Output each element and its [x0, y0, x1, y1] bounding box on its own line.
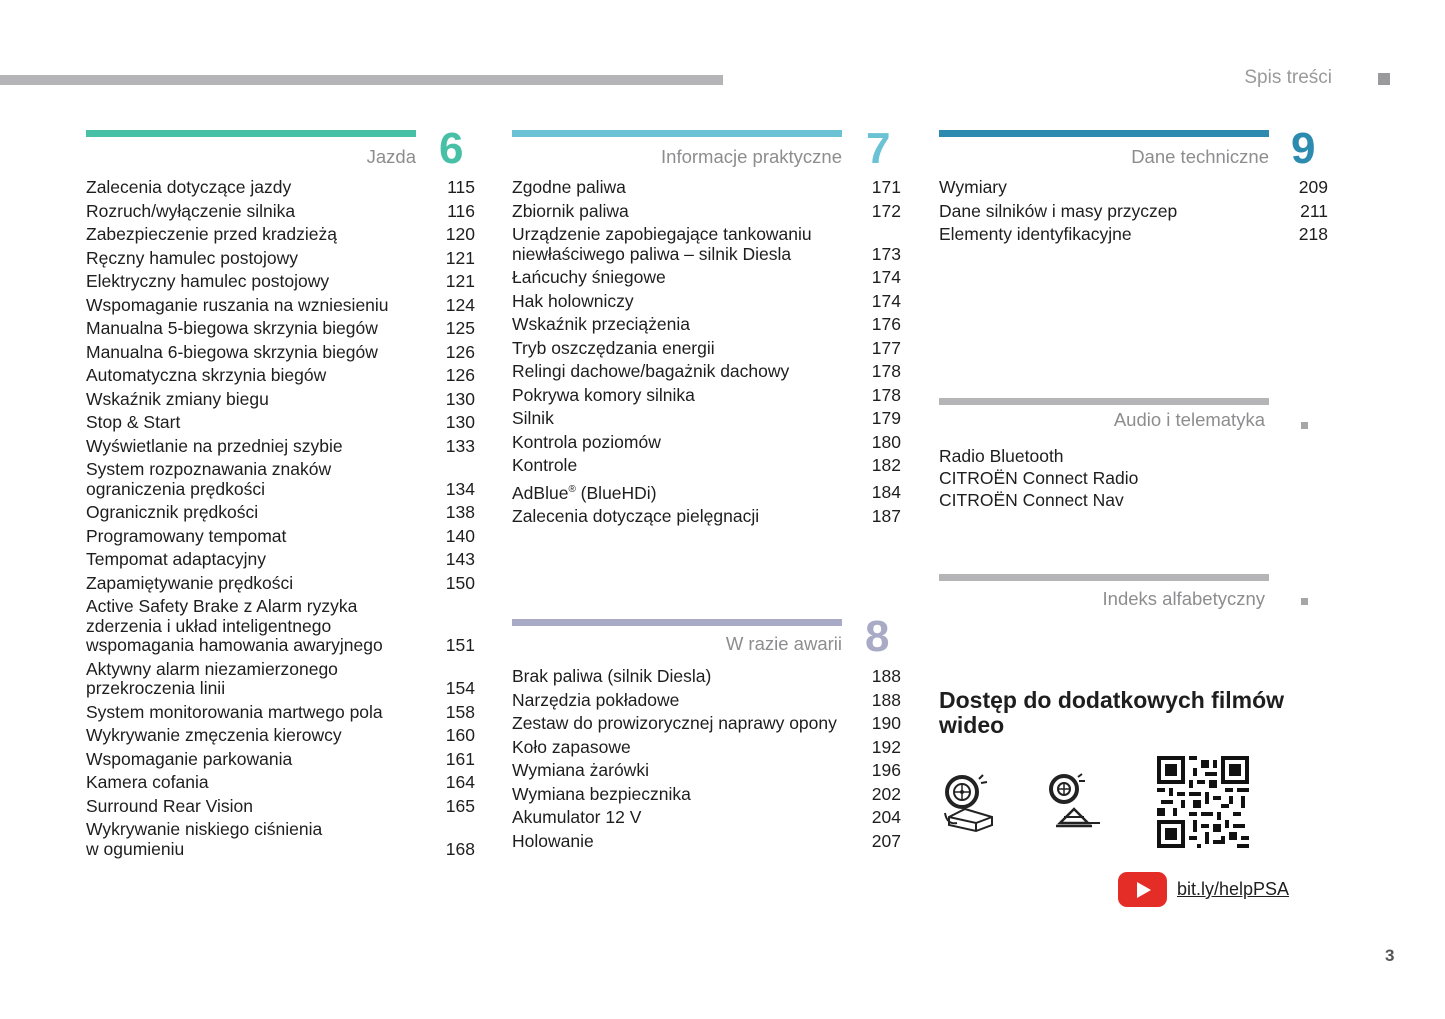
toc-entry: [512, 785, 901, 805]
toc-entry-page: 126: [445, 341, 475, 362]
toc-entry: [86, 820, 475, 859]
toc-entry-title: Elementy identyfikacyjne: [939, 224, 1132, 244]
toc-entry-page: 211: [1300, 200, 1328, 221]
section-8-title: W razie awarii: [725, 633, 842, 654]
audio-entry: CITROËN Connect Radio: [939, 468, 1139, 488]
section-9-bar: [939, 130, 1269, 137]
toc-entry-page: 133: [445, 435, 475, 456]
toc-entry-page: 209: [1298, 177, 1328, 197]
toc-entry-title: Programowany tempomat: [86, 525, 287, 546]
toc-entry-title: Ogranicznik prędkości: [86, 502, 259, 522]
toc-entry-page: 176: [871, 314, 901, 334]
toc-entry-page: 165: [445, 795, 475, 816]
section-6-number: 6: [439, 124, 464, 173]
toc-entry-title: Pokrywa komory silnika: [512, 384, 695, 405]
toc-entry-page: 180: [871, 431, 901, 452]
index-section-marker: [1301, 598, 1308, 605]
toc-entry: [512, 761, 901, 781]
toc-entry-page: 188: [871, 689, 901, 710]
toc-entry-title: Brak paliwa (silnik Diesla): [512, 666, 712, 686]
tire-jack-icon: [1046, 773, 1102, 831]
toc-entry-title: Surround Rear Vision: [86, 795, 253, 816]
section-8-bar: [512, 619, 842, 626]
toc-entry: [86, 797, 475, 817]
toc-entry-title: Łańcuchy śniegowe: [512, 267, 666, 287]
top-rule: [0, 75, 723, 85]
toc-entry: [86, 390, 475, 410]
toc-entry-title: Automatyczna skrzynia biegów: [86, 365, 327, 385]
video-access-title: Dostęp do dodatkowych filmów wideo: [939, 687, 1285, 738]
toc-entry-title: Relingi dachowe/bagażnik dachowy: [512, 361, 790, 381]
toc-entry-title: Akumulator 12 V: [512, 807, 642, 827]
audio-section-bar: [939, 398, 1269, 405]
toc-entry-title: Aktywny alarm niezamierzonego przekroczenia linii: [86, 658, 338, 698]
toc-entry-title: Zapamiętywanie prędkości: [86, 572, 294, 593]
toc-entry-title: AdBlue® (BlueHDi): [512, 482, 657, 503]
toc-entry-title: Manualna 6-biegowa skrzynia biegów: [86, 341, 378, 362]
section-9-title: Dane techniczne: [1131, 146, 1269, 167]
toc-entry-title: Kontrole: [512, 455, 578, 475]
toc-entry: [512, 178, 901, 198]
toc-entry-title: Wykrywanie niskiego ciśnienia w ogumieniu: [86, 819, 323, 859]
toc-entry-title: Zalecenia dotyczące pielęgnacji: [512, 505, 760, 526]
toc-entry: [86, 366, 475, 386]
toc-entry-page: 138: [445, 502, 475, 522]
toc-entry-title: Zestaw do prowizorycznej naprawy opony: [512, 713, 837, 733]
audio-section-list: [939, 445, 1269, 511]
toc-entry: [86, 597, 475, 656]
toc-entry: [86, 437, 475, 457]
toc-entry: [86, 703, 475, 723]
section-6-list: [86, 178, 475, 863]
toc-entry-title: Koło zapasowe: [512, 736, 631, 757]
toc-entry: [512, 738, 901, 758]
toc-entry-page: 161: [445, 748, 475, 769]
toc-entry-title: Wyświetlanie na przedniej szybie: [86, 435, 343, 456]
toc-entry: [512, 433, 901, 453]
toc-entry: [86, 296, 475, 316]
section-7-number: 7: [866, 124, 891, 173]
toc-entry: [86, 272, 475, 292]
toc-entry-page: 179: [871, 408, 901, 428]
toc-entry-title: Tryb oszczędzania energii: [512, 337, 715, 358]
toc-entry-title: Kontrola poziomów: [512, 431, 661, 452]
toc-entry: [512, 202, 901, 222]
toc-entry: [86, 319, 475, 339]
toc-entry-page: 218: [1298, 224, 1328, 244]
page-number: 3: [1385, 946, 1395, 965]
section-7-bar: [512, 130, 842, 137]
toc-entry-page: 130: [445, 388, 475, 409]
toc-entry-page: 190: [871, 713, 901, 733]
toc-entry-page: 188: [871, 666, 901, 686]
toc-entry-title: Active Safety Brake z Alarm ryzyka zderzenia i układ inteligentnego wspomagania hamowania awaryjnego: [86, 596, 383, 655]
toc-entry-title: Holowanie: [512, 830, 594, 851]
toc-entry-title: Wspomaganie ruszania na wzniesieniu: [86, 294, 389, 315]
toc-entry-page: 125: [445, 318, 475, 338]
toc-entry-title: Zalecenia dotyczące jazdy: [86, 177, 292, 197]
toc-entry-page: 143: [445, 549, 475, 569]
toc-entry: [512, 409, 901, 429]
toc-entry-page: 115: [447, 177, 475, 197]
toc-entry-page: 174: [871, 290, 901, 311]
toc-entry: [939, 202, 1328, 222]
toc-entry-page: 150: [445, 572, 475, 593]
toc-entry-title: Silnik: [512, 408, 554, 428]
toc-entry: [512, 268, 901, 288]
toc-entry-title: Zbiornik paliwa: [512, 200, 629, 221]
qr-code-icon: [1157, 756, 1249, 848]
toc-entry-page: 187: [871, 505, 901, 526]
toc-entry-page: 172: [871, 200, 901, 221]
toc-entry-title: Wymiana żarówki: [512, 760, 649, 780]
toc-entry-page: 177: [871, 337, 901, 358]
toc-entry-title: Zabezpieczenie przed kradzieżą: [86, 224, 337, 244]
toc-entry: [939, 178, 1328, 198]
toc-entry: [86, 574, 475, 594]
toc-entry-page: 207: [871, 830, 901, 851]
toc-entry: [86, 726, 475, 746]
toc-entry-page: 134: [445, 478, 475, 499]
toc-entry: [512, 691, 901, 711]
toc-entry-title: Hak holowniczy: [512, 290, 634, 311]
toc-entry-title: Rozruch/wyłączenie silnika: [86, 200, 296, 221]
toc-entry: [512, 292, 901, 312]
toc-entry: [512, 507, 901, 527]
toc-entry: [86, 225, 475, 245]
toc-entry-title: Urządzenie zapobiegające tankowaniu niewłaściwego paliwa – silnik Diesla: [512, 224, 812, 264]
section-6-title: Jazda: [366, 146, 416, 167]
toc-entry-title: Zgodne paliwa: [512, 177, 626, 197]
toc-entry-title: Manualna 5-biegowa skrzynia biegów: [86, 318, 378, 338]
toc-entry: [512, 667, 901, 687]
index-section-bar: [939, 574, 1269, 581]
section-6-bar: [86, 130, 416, 137]
toc-entry-page: 116: [447, 200, 475, 221]
toc-entry-page: 174: [871, 267, 901, 287]
tire-repair-kit-icon: [943, 773, 995, 833]
toc-entry: [512, 808, 901, 828]
toc-entry: [86, 460, 475, 499]
toc-entry: [512, 714, 901, 734]
toc-entry: [86, 660, 475, 699]
toc-entry-page: 121: [445, 271, 475, 291]
toc-entry-page: 140: [445, 525, 475, 546]
toc-entry-title: Elektryczny hamulec postojowy: [86, 271, 330, 291]
toc-entry-title: Dane silników i masy przyczep: [939, 200, 1178, 221]
toc-entry-title: Kamera cofania: [86, 772, 209, 792]
toc-entry-page: 130: [445, 412, 475, 432]
section-9-list: [939, 178, 1328, 249]
toc-entry: [512, 339, 901, 359]
toc-entry: [939, 225, 1328, 245]
toc-entry-title: Wymiana bezpiecznika: [512, 783, 691, 804]
toc-entry-title: Narzędzia pokładowe: [512, 689, 680, 710]
toc-entry: [86, 343, 475, 363]
toc-entry-title: Wskaźnik przeciążenia: [512, 314, 690, 334]
toc-entry: [512, 480, 901, 503]
audio-section-marker: [1301, 422, 1308, 429]
toc-entry-page: 171: [871, 177, 901, 197]
youtube-icon[interactable]: [1118, 872, 1167, 907]
toc-entry: [86, 413, 475, 433]
toc-entry-page: 202: [871, 783, 901, 804]
toc-entry-page: 120: [445, 224, 475, 244]
toc-entry-title: Wymiary: [939, 177, 1007, 197]
audio-entry: Radio Bluetooth: [939, 446, 1064, 466]
toc-entry: [512, 832, 901, 852]
audio-entry: CITROËN Connect Nav: [939, 490, 1124, 510]
toc-entry: [512, 456, 901, 476]
toc-entry: [86, 527, 475, 547]
toc-entry: [86, 249, 475, 269]
toc-entry: [86, 503, 475, 523]
toc-entry-title: Stop & Start: [86, 412, 181, 432]
toc-entry-page: 184: [871, 482, 901, 503]
video-link[interactable]: bit.ly/helpPSA: [1177, 879, 1290, 899]
toc-entry-page: 126: [445, 365, 475, 385]
toc-entry-page: 151: [445, 635, 475, 655]
toc-entry: [512, 315, 901, 335]
toc-entry-page: 173: [871, 243, 901, 264]
toc-entry: [512, 225, 901, 264]
section-8-number: 8: [865, 612, 890, 661]
toc-entry: [86, 550, 475, 570]
toc-entry-title: Ręczny hamulec postojowy: [86, 247, 299, 268]
toc-entry-title: System monitorowania martwego pola: [86, 701, 383, 722]
toc-entry-page: 154: [445, 678, 475, 698]
toc-entry-page: 164: [445, 772, 475, 792]
toc-entry-page: 192: [871, 736, 901, 757]
toc-entry: [86, 202, 475, 222]
toc-entry-page: 178: [871, 361, 901, 381]
toc-entry: [86, 773, 475, 793]
section-9-number: 9: [1291, 124, 1316, 173]
audio-section-title: Audio i telematyka: [1113, 409, 1265, 430]
toc-entry: [512, 362, 901, 382]
toc-entry: [86, 750, 475, 770]
toc-entry-page: 178: [871, 384, 901, 405]
toc-entry-page: 121: [445, 247, 475, 268]
toc-entry: [512, 386, 901, 406]
section-8-list: [512, 667, 901, 855]
toc-entry-page: 168: [445, 838, 475, 859]
toc-entry-title: Wskaźnik zmiany biegu: [86, 388, 269, 409]
toc-entry-page: 158: [445, 701, 475, 722]
index-section-title: Indeks alfabetyczny: [1102, 588, 1265, 609]
toc-entry-page: 160: [445, 725, 475, 745]
toc-entry-title: Tempomat adaptacyjny: [86, 549, 266, 569]
toc-entry-page: 196: [871, 760, 901, 780]
toc-entry-title: Wspomaganie parkowania: [86, 748, 293, 769]
header-square-marker: [1378, 73, 1390, 85]
header-title: Spis treści: [1244, 67, 1332, 88]
section-7-list: [512, 178, 901, 530]
toc-entry-page: 182: [871, 455, 901, 475]
toc-entry-title: System rozpoznawania znaków ograniczenia prędkości: [86, 459, 332, 499]
toc-entry-page: 204: [871, 807, 901, 827]
toc-entry-title: Wykrywanie zmęczenia kierowcy: [86, 725, 342, 745]
section-7-title: Informacje praktyczne: [661, 146, 842, 167]
toc-entry: [86, 178, 475, 198]
toc-entry-page: 124: [445, 294, 475, 315]
